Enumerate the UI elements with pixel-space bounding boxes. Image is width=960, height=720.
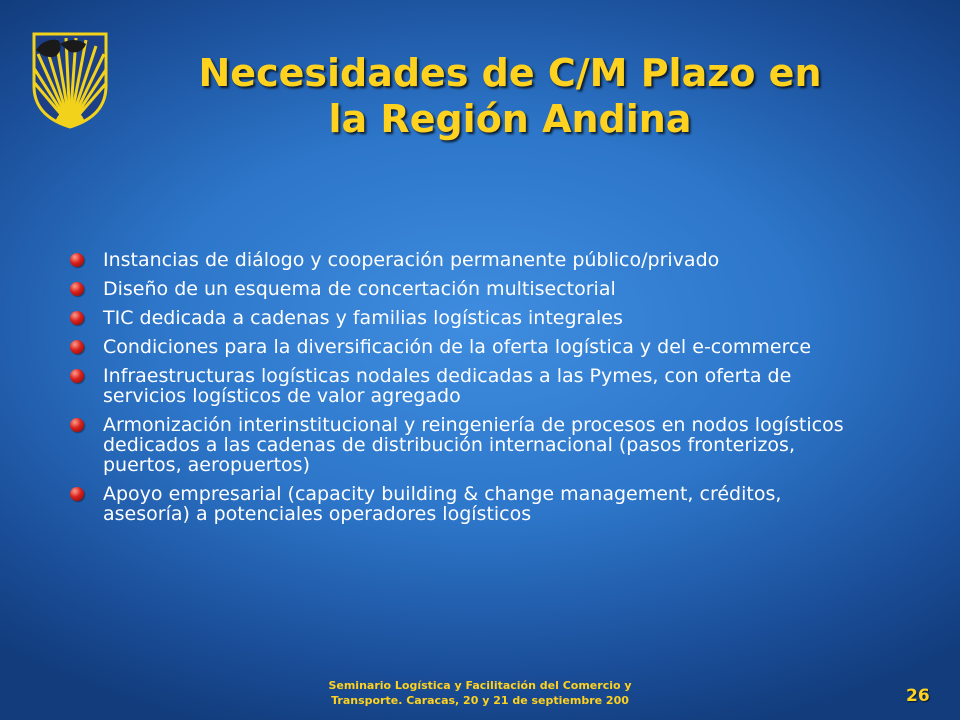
list-item	[70, 308, 870, 328]
bullet-icon	[70, 253, 84, 267]
bullet-text: Instancias de diálogo y cooperación permanente público/privado	[103, 249, 720, 271]
slide-title-line-1: Necesidades de C/M Plazo en	[198, 51, 822, 95]
bullet-icon	[70, 487, 84, 501]
slide-title	[150, 50, 870, 142]
bullet-icon	[70, 418, 84, 432]
list-item	[70, 337, 870, 357]
shield-logo-icon	[30, 30, 110, 130]
bullet-icon	[70, 340, 84, 354]
bullet-text: Diseño de un esquema de concertación multisectorial	[103, 278, 616, 300]
bullet-icon	[70, 282, 84, 296]
footer-line-2: Transporte. Caracas, 20 y 21 de septiembre 200	[331, 694, 629, 707]
bullet-list	[70, 250, 870, 533]
list-item	[70, 279, 870, 299]
list-item	[70, 484, 870, 524]
slide-title-line-2: la Región Andina	[328, 97, 692, 141]
page-number: 26	[906, 686, 930, 706]
bullet-text: Infraestructuras logísticas nodales dedicadas a las Pymes, con oferta de servicios logísticos de valor agregado	[103, 365, 792, 407]
footer-text	[280, 678, 680, 708]
bullet-text: Apoyo empresarial (capacity building & change management, créditos, asesoría) a potenciales operadores logísticos	[103, 483, 782, 525]
list-item	[70, 250, 870, 270]
bullet-icon	[70, 369, 84, 383]
bullet-icon	[70, 311, 84, 325]
bullet-text: Armonización interinstitucional y reingeniería de procesos en nodos logísticos dedicados a las cadenas de distribución internacional (pasos fronterizos, puertos, aeropuertos)	[103, 414, 844, 476]
bullet-text: TIC dedicada a cadenas y familias logísticas integrales	[103, 307, 623, 329]
footer-line-1: Seminario Logística y Facilitación del Comercio y	[328, 679, 632, 692]
list-item	[70, 415, 870, 475]
bullet-text: Condiciones para la diversificación de la oferta logística y del e-commerce	[103, 336, 812, 358]
list-item	[70, 366, 870, 406]
